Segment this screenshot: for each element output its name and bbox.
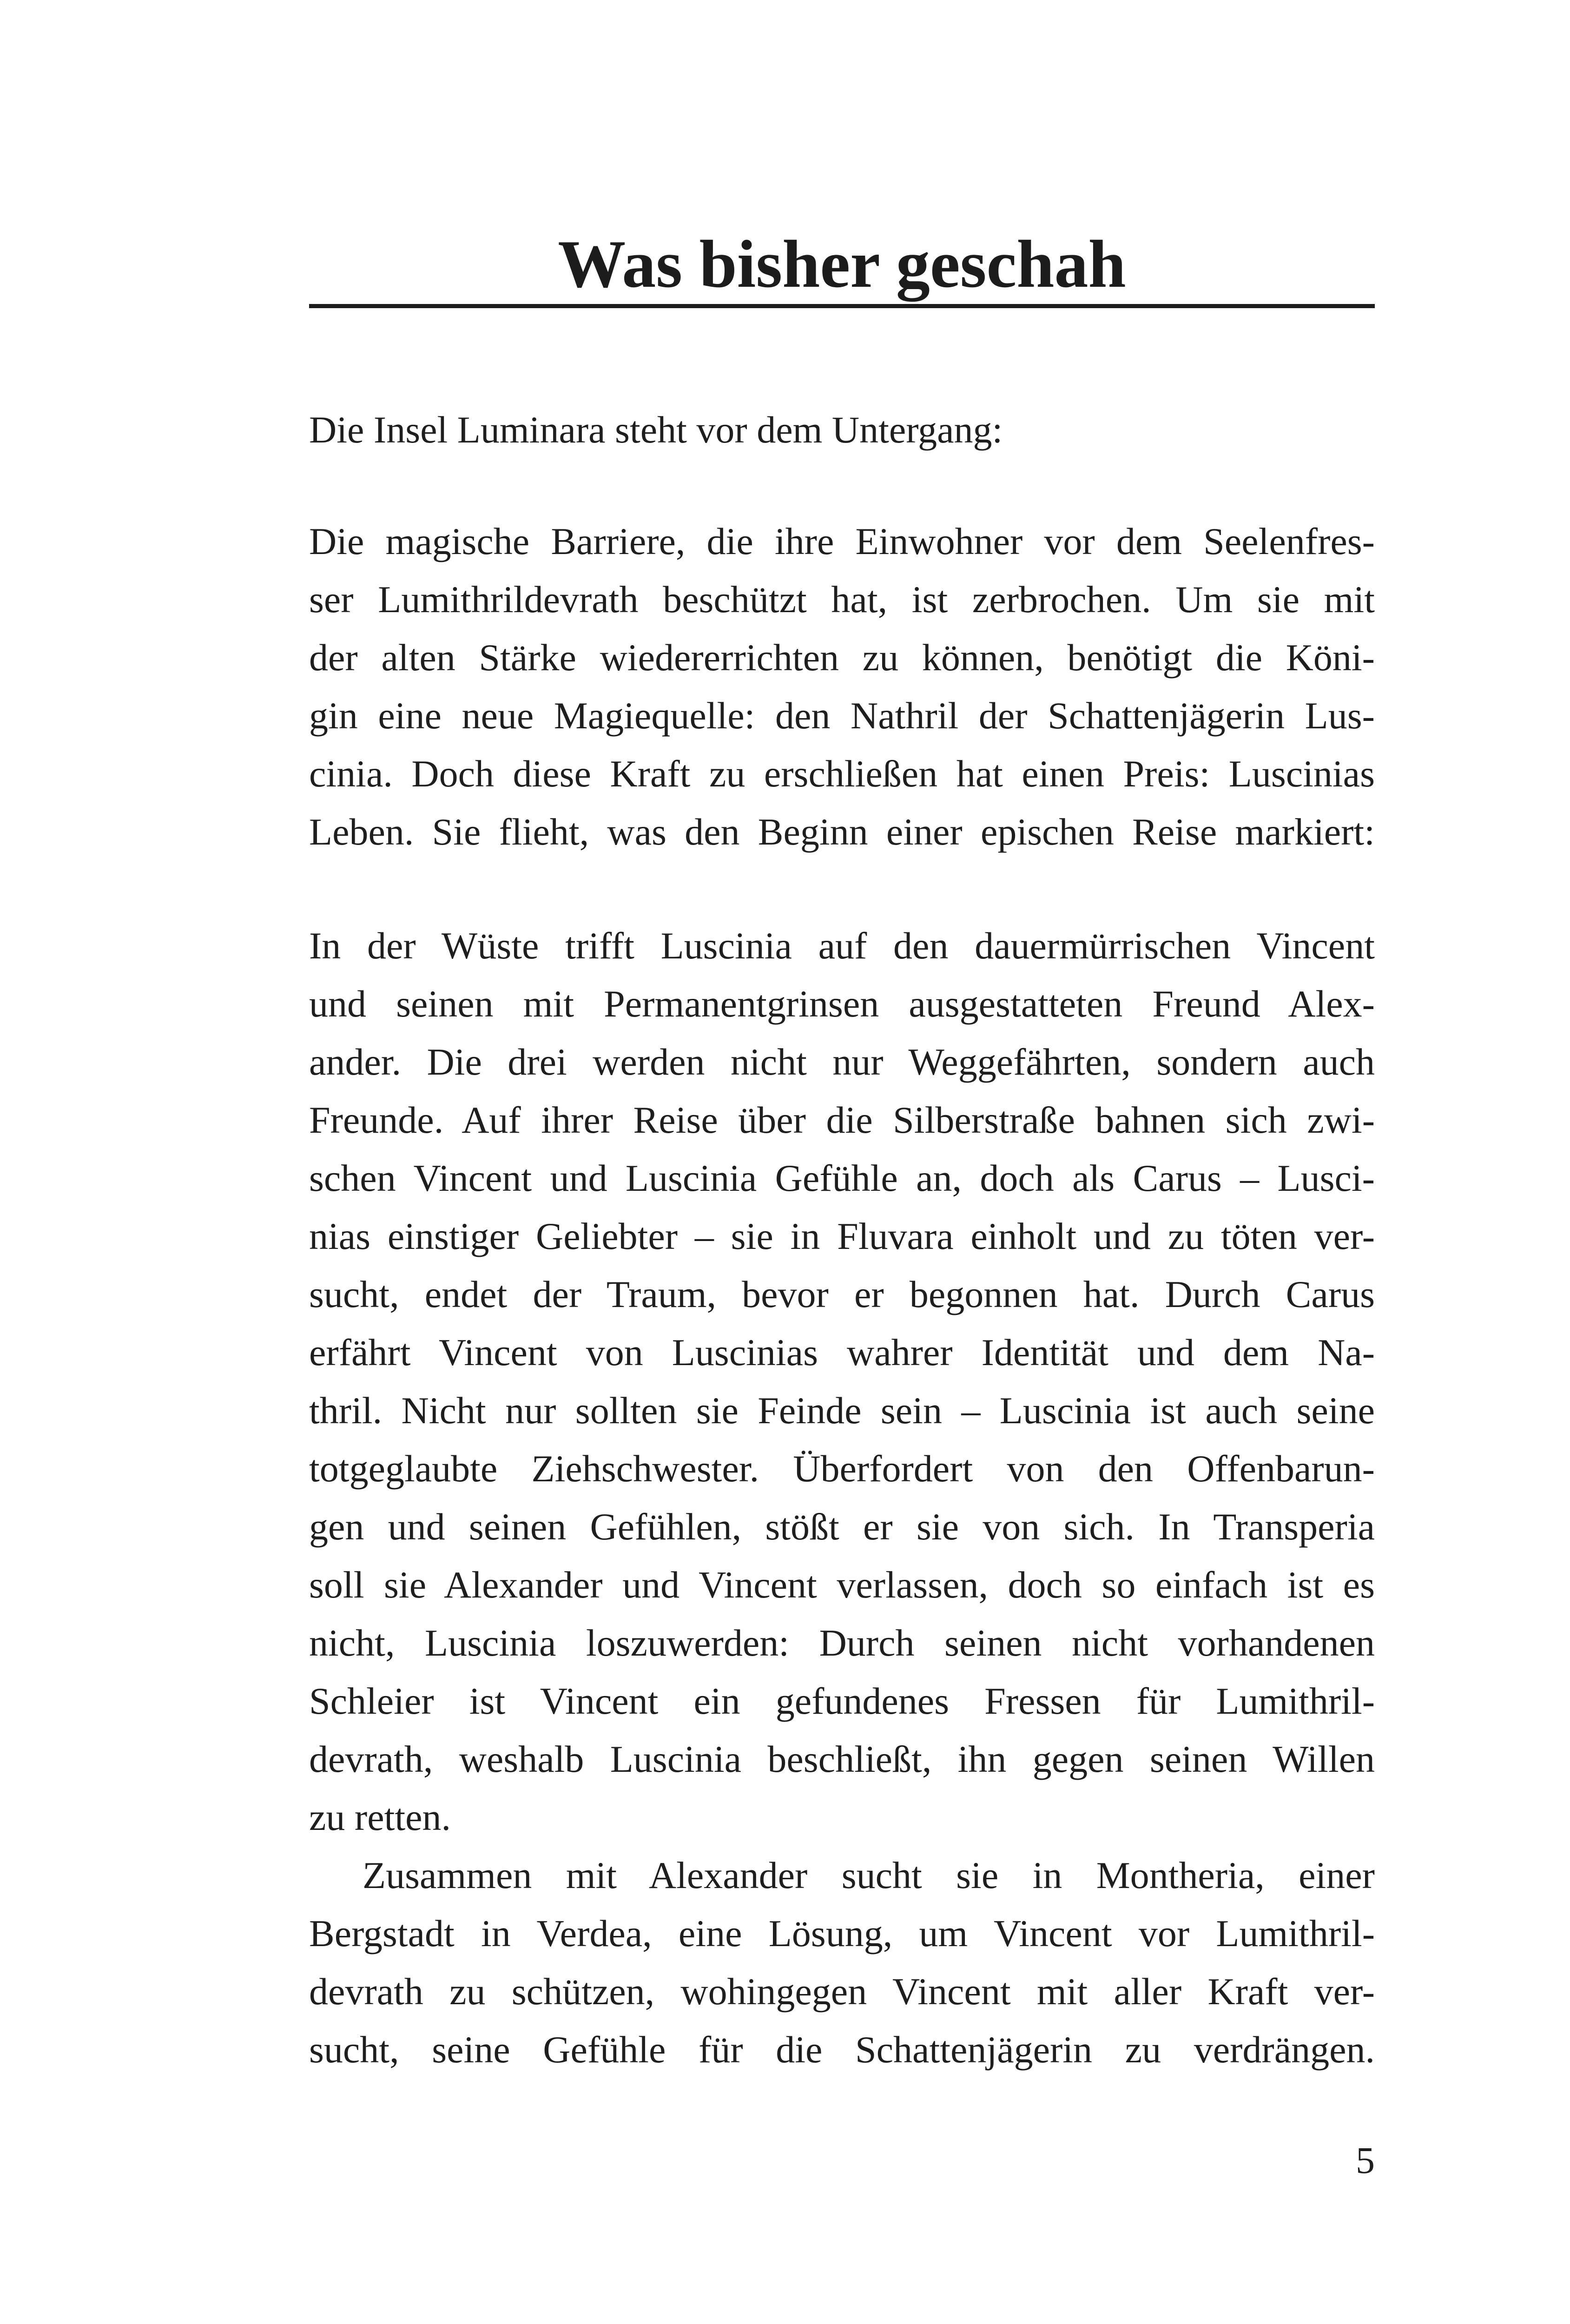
heading-underline	[309, 304, 1375, 308]
text-line: nicht, Luscinia loszuwerden: Durch seinen nicht vorhandenen	[309, 1622, 1375, 1664]
text-line: sucht, seine Gefühle für die Schattenjägerin zu verdrängen.	[309, 2028, 1375, 2071]
text-line: Die Insel Luminara steht vor dem Untergang:	[309, 409, 1003, 451]
paragraph-desert	[309, 917, 1375, 1846]
text-line: cinia. Doch diese Kraft zu erschließen hat einen Preis: Luscinias	[309, 753, 1375, 795]
text-line: In der Wüste trifft Luscinia auf den dauermürrischen Vincent	[309, 924, 1375, 967]
text-line: zu retten.	[309, 1796, 451, 1838]
text-line: Zusammen mit Alexander sucht sie in Montheria, einer	[363, 1854, 1375, 1896]
text-line: Die magische Barriere, die ihre Einwohner vor dem Seelenfres-	[309, 520, 1375, 562]
chapter-heading: Was bisher geschah	[558, 226, 1126, 302]
paragraph-intro	[309, 401, 1375, 459]
text-line: und seinen mit Permanentgrinsen ausgestatteten Freund Alex-	[309, 983, 1375, 1025]
text-line: soll sie Alexander und Vincent verlassen, doch so einfach ist es	[309, 1564, 1375, 1606]
text-line: Bergstadt in Verdea, eine Lösung, um Vincent vor Lumithril-	[309, 1912, 1375, 1954]
text-line: thril. Nicht nur sollten sie Feinde sein – Luscinia ist auch seine	[309, 1389, 1375, 1432]
text-line: der alten Stärke wiedererrichten zu können, benötigt die Köni-	[309, 636, 1375, 679]
paragraph-barrier	[309, 512, 1375, 861]
text-line: Schleier ist Vincent ein gefundenes Fressen für Lumithril-	[309, 1680, 1375, 1722]
text-line: gen und seinen Gefühlen, stößt er sie von sich. In Transperia	[309, 1505, 1375, 1548]
text-line: ser Lumithrildevrath beschützt hat, ist zerbrochen. Um sie mit	[309, 578, 1375, 621]
text-line: sucht, endet der Traum, bevor er begonnen hat. Durch Carus	[309, 1273, 1375, 1315]
text-line: ander. Die drei werden nicht nur Weggefährten, sondern auch	[309, 1041, 1375, 1083]
text-line: erfährt Vincent von Luscinias wahrer Identität und dem Na-	[309, 1331, 1375, 1373]
text-line: Leben. Sie flieht, was den Beginn einer epischen Reise markiert:	[309, 811, 1375, 853]
text-line: schen Vincent und Luscinia Gefühle an, doch als Carus – Lusci-	[309, 1157, 1375, 1199]
text-line: nias einstiger Geliebter – sie in Fluvara einholt und zu töten ver-	[309, 1215, 1375, 1257]
text-line: totgeglaubte Ziehschwester. Überfordert von den Offenbarun-	[309, 1447, 1375, 1490]
text-line: Freunde. Auf ihrer Reise über die Silberstraße bahnen sich zwi-	[309, 1099, 1375, 1141]
text-line: gin eine neue Magiequelle: den Nathril der Schattenjägerin Lus-	[309, 694, 1375, 737]
text-line: devrath zu schützen, wohingegen Vincent mit aller Kraft ver-	[309, 1970, 1375, 2013]
page-number: 5	[1356, 2139, 1375, 2181]
text-line: devrath, weshalb Luscinia beschließt, ihn gegen seinen Willen	[309, 1738, 1375, 1780]
paragraph-montheria	[309, 1846, 1375, 2079]
